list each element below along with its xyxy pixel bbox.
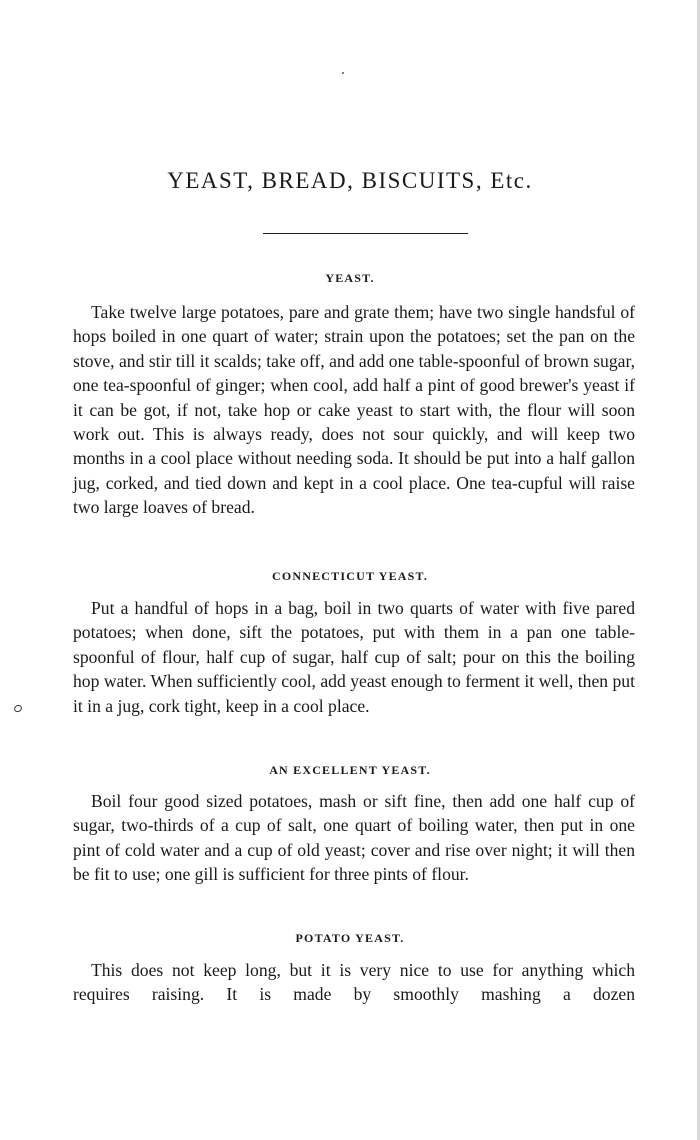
section-heading-yeast: YEAST.	[325, 271, 375, 285]
section-body-potato-yeast: This does not keep long, but it is very nice to use for anything which requires raising. It is made by smoothly mashing a dozen	[73, 960, 635, 1005]
section-heading-connecticut-yeast: CONNECTICUT YEAST.	[271, 569, 429, 583]
page-title: YEAST, BREAD, BISCUITS, Etc.	[167, 168, 533, 193]
section-body-excellent-yeast: Boil four good sized potatoes, mash or sift fine, then add one half cup of sugar, two-thirds of a cup of salt, one quart of boiling water, then put in one pint of cold water and a cup of old yeast; cover and rise over night; it will then be fit to use; one gill is sufficient for three pints of flour.	[73, 791, 635, 885]
section-heading-potato-yeast: POTATO YEAST.	[295, 931, 405, 945]
section-heading-excellent-yeast: AN EXCELLENT YEAST.	[269, 763, 431, 777]
section-body-connecticut-yeast: Put a handful of hops in a bag, boil in two quarts of water with five pared potatoes; when done, sift the potatoes, put with them in a pan one table-spoonful of flour, half cup of sugar, half cup of salt; pour on this the boiling hop water. When sufficiently cool, add yeast enough to ferment it well, then put it in a jug, cork tight, keep in a cool place.	[73, 598, 635, 716]
margin-mark	[13, 703, 23, 713]
paper-speck	[342, 72, 344, 74]
section-body-yeast: Take twelve large potatoes, pare and grate them; have two single handsful of hops boiled in one quart of water; strain upon the potatoes; set the pan on the stove, and stir till it scalds; take off, and add one table-spoonful of brown sugar, one tea-spoonful of ginger; when cool, add half a pint of good brewer's yeast if it can be got, if not, take hop or cake yeast to start with, the flour will soon work out. This is always ready, does not sour quickly, and will keep two months in a cool place without needing soda. It should be put into a half gallon jug, corked, and tied down and kept in a cool place. One tea-cupful will raise two large loaves of bread.	[73, 302, 635, 518]
title-rule	[263, 233, 468, 234]
